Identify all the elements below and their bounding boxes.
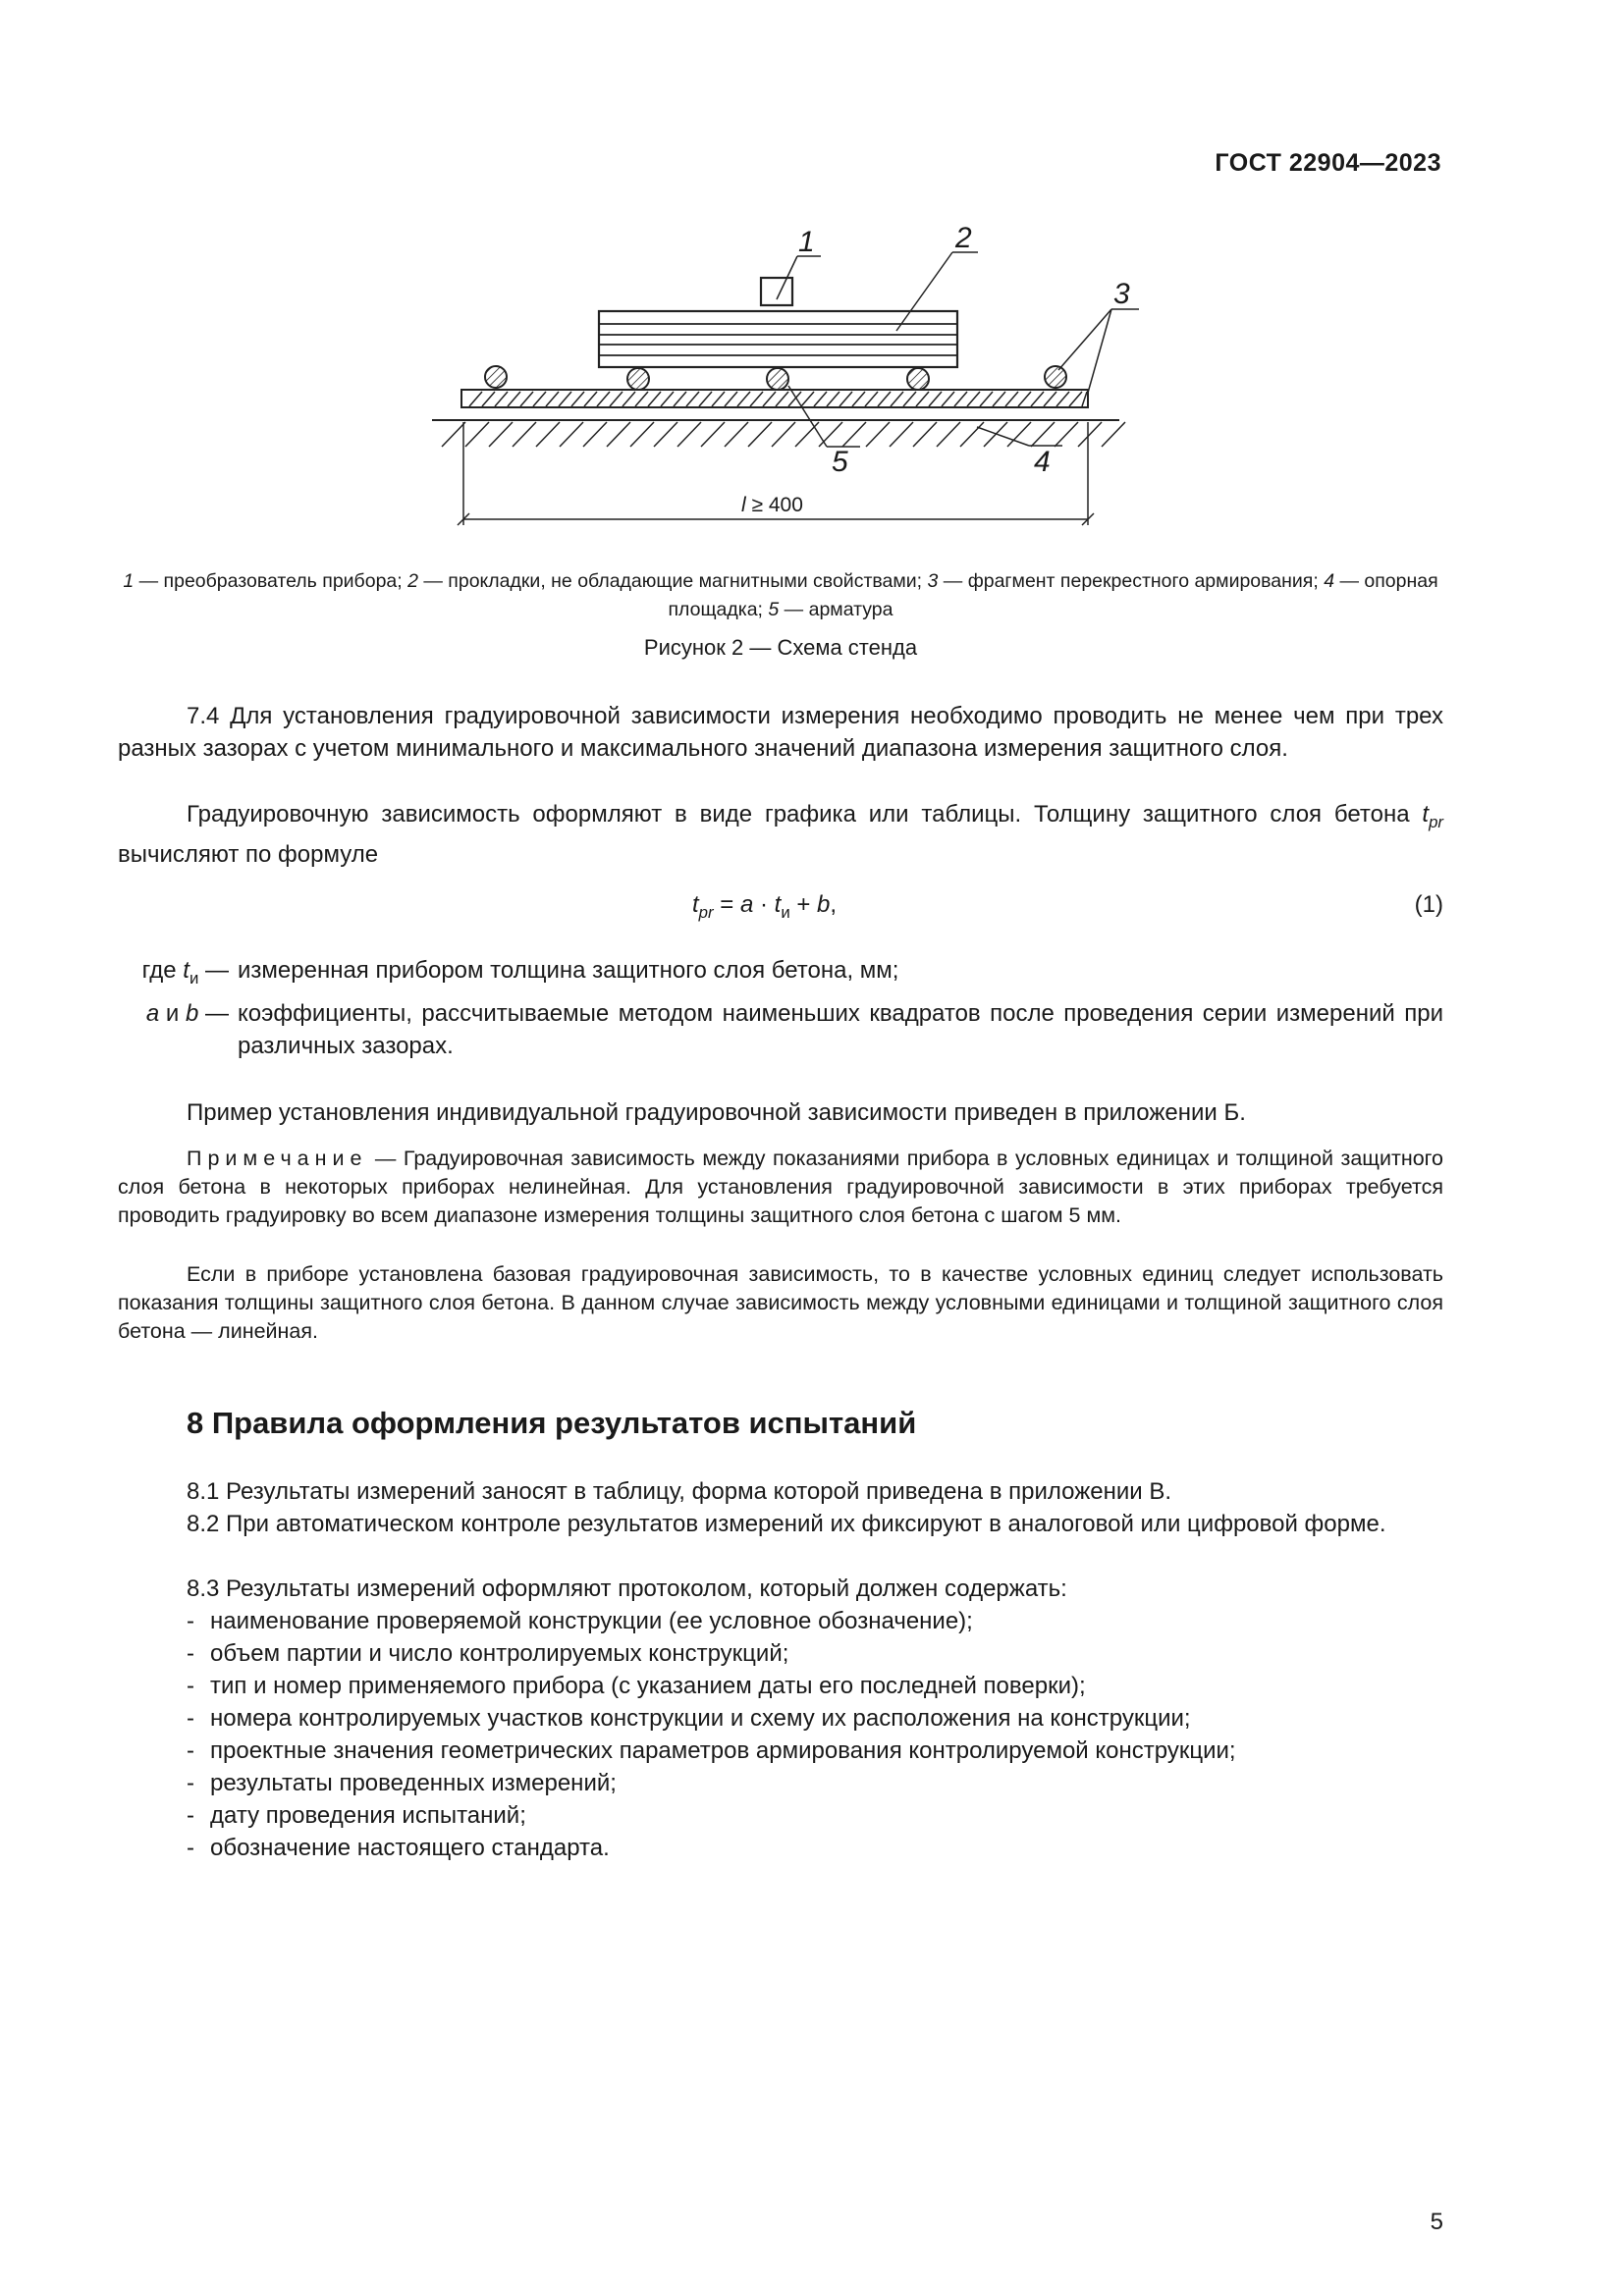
para-8-2: 8.2 При автоматическом контроле результатов измерений их фиксируют в аналоговой или цифровой форме. (187, 1511, 1386, 1537)
label-1: 1 (798, 226, 815, 258)
figure-legend: 1 — преобразователь прибора; 2 — прокладки, не обладающие магнитными свойствами; 3 — фрагмент перекрестного армирования; 4 — опорная площадка; 5 — арматура (123, 570, 1438, 620)
label-2: 2 (955, 222, 972, 254)
para-8-3: 8.3 Результаты измерений оформляют протоколом, который должен содержать: (187, 1575, 1067, 1602)
dimension-label: l ≥ 400 (741, 494, 803, 516)
label-3: 3 (1113, 278, 1130, 310)
list-item: - объем партии и число контролируемых конструкций; (187, 1640, 789, 1667)
figure-caption: Рисунок 2 — Схема стенда (643, 635, 918, 660)
protocol-items-list (118, 1605, 1443, 1864)
test-bench-diagram (412, 221, 1139, 535)
label-4: 4 (1034, 446, 1051, 478)
page-number: 5 (1430, 2209, 1443, 2235)
list-item: - результаты проведенных измерений; (187, 1770, 617, 1796)
list-item: - обозначение настоящего стандарта. (187, 1835, 610, 1861)
note-1: Примечание — Градуировочная зависимость между показаниями прибора в условных единицах и толщиной защитного слоя бетона в некоторых приборах нелинейная. Для установления градуировочной зависимости в этих приборах требуется проводить градуировку во всем диапазоне измерения толщины защитного слоя бетона с шагом 5 мм. (118, 1147, 1443, 1227)
para-calibration: Градуировочную зависимость оформляют в виде графика или таблицы. Толщину защитного слоя бетона $t_{pr}$ вычисляют по формуле (118, 801, 1443, 868)
transducer-box (761, 278, 792, 305)
list-item: - тип и номер применяемого прибора (с указанием даты его последней поверки); (187, 1673, 1086, 1699)
para-8-1: 8.1 Результаты измерений заносят в таблицу, форма которой приведена в приложении В. (187, 1478, 1172, 1505)
section-8-heading: 8 Правила оформления результатов испытаний (187, 1406, 917, 1440)
standard-header: ГОСТ 22904—2023 (1215, 149, 1441, 177)
list-item: - наименование проверяемой конструкции (ее условное обозначение); (187, 1608, 973, 1634)
rebar-circles (485, 366, 1066, 390)
para-7-4: 7.4 Для установления градуировочной зависимости измерения необходимо проводить не менее чем при трех разных зазорах с учетом минимального и максимального значений диапазона измерения защитного слоя. (118, 703, 1443, 762)
note-2: Если в приборе установлена базовая градуировочная зависимость, то в качестве условных единиц следует использовать показания толщины защитного слоя бетона. В данном случае зависимость между условными единицами и толщиной защитного слоя бетона — линейная. (118, 1262, 1443, 1343)
label-5: 5 (832, 446, 848, 478)
formula-expression: $t_{pr} = a \cdot t_и + b$, (692, 891, 838, 922)
list-item: - дату проведения испытаний; (187, 1802, 526, 1829)
para-example: Пример установления индивидуальной градуировочной зависимости приведен в приложении Б. (187, 1099, 1246, 1126)
list-item: - номера контролируемых участков конструкции и схему их расположения на конструкции; (187, 1705, 1191, 1732)
list-item: - проектные значения геометрических параметров армирования контролируемой конструкции; (187, 1737, 1236, 1764)
support-platform (461, 390, 1088, 407)
where-row-t: где $t_и$ — измеренная прибором толщина защитного слоя бетона, мм; (141, 957, 899, 988)
formula-number: (1) (1414, 891, 1443, 918)
where-row-ab: a и b — коэффициенты, рассчитываемые методом наименьших квадратов после проведения серии измерений при различных зазорах. (145, 1000, 1443, 1059)
